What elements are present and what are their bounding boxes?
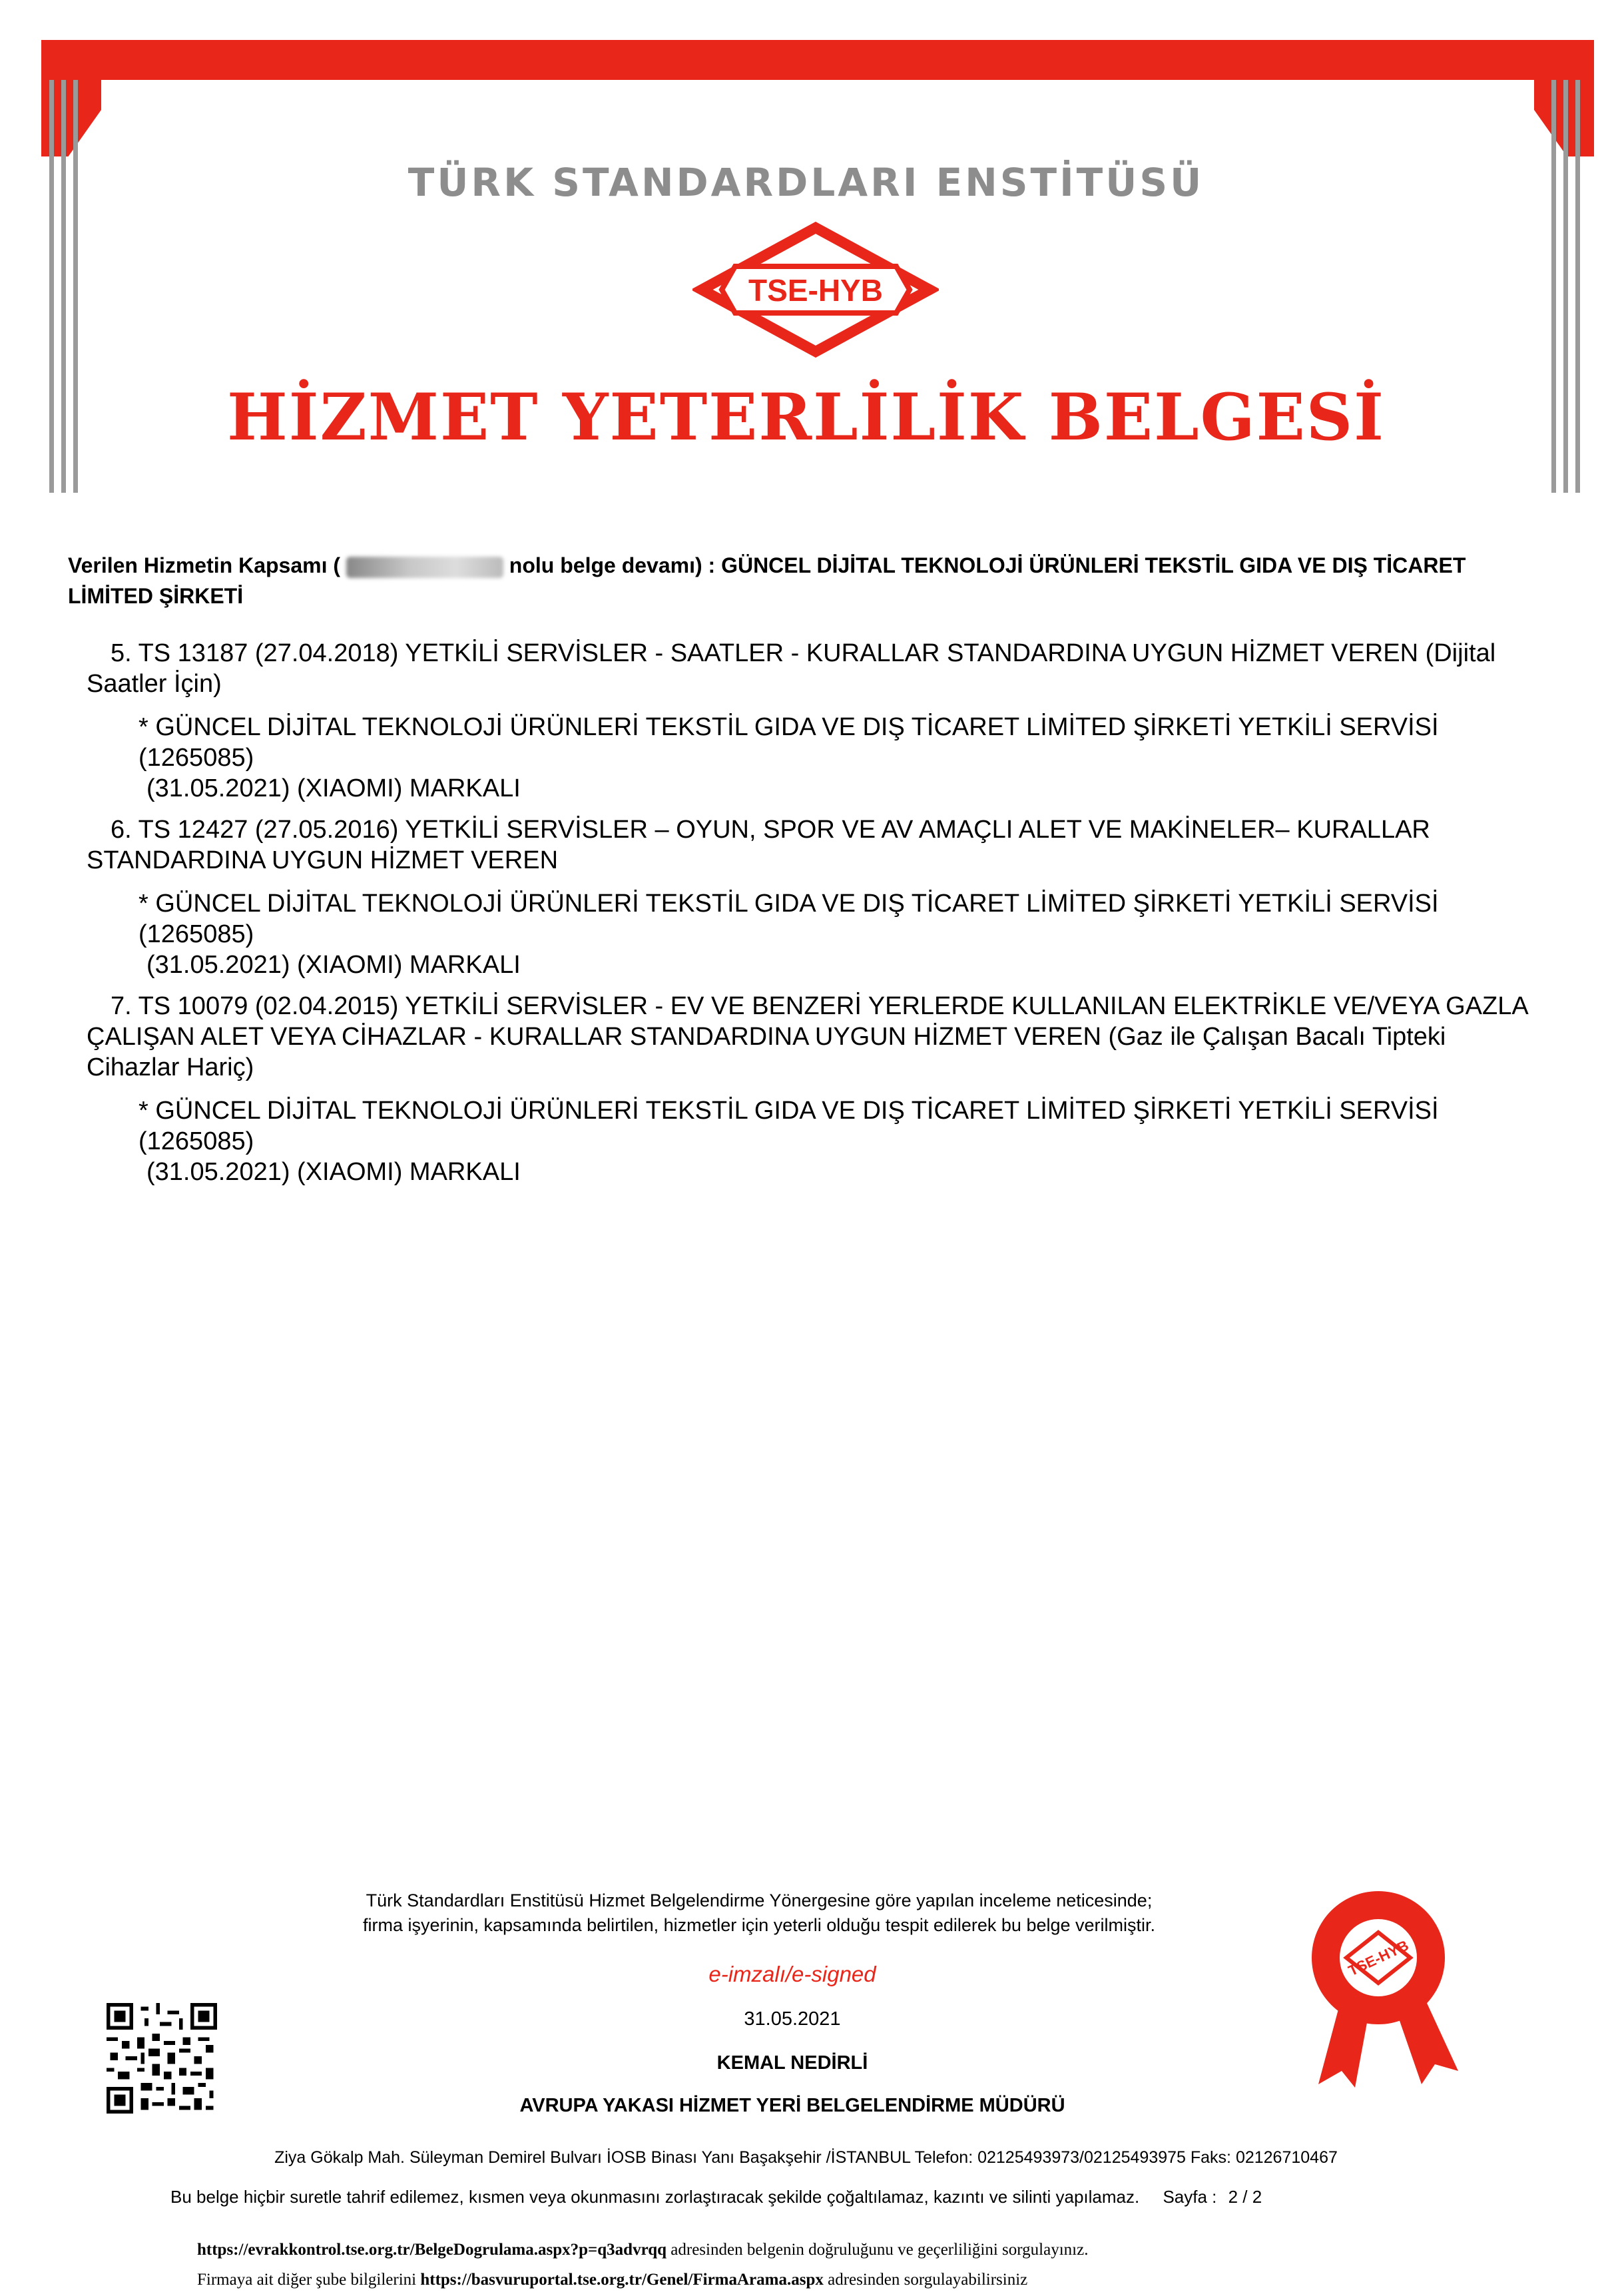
logo-text: TSE-HYB: [748, 273, 883, 308]
issuance-statement: [220, 1888, 1298, 1938]
scope-item-7-brand: (31.05.2021) (XIAOMI) MARKALI: [146, 1158, 521, 1186]
scope-item-7-service: * GÜNCEL DİJİTAL TEKNOLOJİ ÜRÜNLERİ TEKSTİL GIDA VE DIŞ TİCARET LİMİTED ŞİRKETİ YETKİLİ SERVİSİ (1265085): [138, 1097, 1439, 1155]
branch-search-link[interactable]: https://basvuruportal.tse.org.tr/Genel/FirmaArama.aspx: [420, 2271, 824, 2289]
verification-text: adresinden belgenin doğruluğunu ve geçerliliğini sorgulayınız.: [667, 2241, 1089, 2259]
scope-heading: [68, 550, 1553, 611]
verification-link[interactable]: https://evrakkontrol.tse.org.tr/BelgeDogrulama.aspx?p=q3advrqq: [197, 2241, 667, 2259]
scope-item-5: 5. TS 13187 (27.04.2018) YETKİLİ SERVİSLER - SAATLER - KURALLAR STANDARDINA UYGUN HİZMET VEREN (Dijital Saatler İçin): [87, 639, 1496, 698]
redacted-certificate-number: [346, 557, 503, 578]
statement-line-2: firma işyerinin, kapsamında belirtilen, hizmetler için yeterli olduğu tespit edilerek bu belge verilmiştir.: [362, 1915, 1156, 1935]
page-label: Sayfa :: [1163, 2187, 1217, 2207]
scope-prefix: Verilen Hizmetin Kapsamı (: [68, 553, 346, 577]
branch-prefix: Firmaya ait diğer şube bilgilerini: [197, 2271, 421, 2289]
scope-item-5-brand: (31.05.2021) (XIAOMI) MARKALI: [146, 774, 521, 802]
verification-line: [197, 2241, 1462, 2259]
certificate-title: HİZMET YETERLİLİK BELGESİ: [227, 380, 1385, 455]
scope-item-6: 6. TS 12427 (27.05.2016) YETKİLİ SERVİSLER – OYUN, SPOR VE AV AMAÇLI ALET VE MAKİNELER– KURALLAR STANDARDINA UYGUN HİZMET VEREN: [87, 816, 1430, 874]
statement-line-1: Türk Standardları Enstitüsü Hizmet Belgelendirme Yönergesine göre yapılan inceleme neticesinde;: [366, 1890, 1153, 1910]
tse-hyb-logo: [692, 220, 939, 360]
institute-address: Ziya Gökalp Mah. Süleyman Demirel Bulvarı İOSB Binası Yanı Başakşehir /İSTANBUL Telefon: 02125493973/02125493975 Faks: 02126710467: [274, 2148, 1338, 2167]
branch-info-line: [197, 2271, 1462, 2289]
branch-text: adresinden sorgulayabilirsiniz: [823, 2271, 1028, 2289]
qr-code: [107, 2003, 217, 2114]
scope-item-6-service: * GÜNCEL DİJİTAL TEKNOLOJİ ÜRÜNLERİ TEKSTİL GIDA VE DIŞ TİCARET LİMİTED ŞİRKETİ YETKİLİ SERVİSİ (1265085): [138, 890, 1439, 948]
signatory-name: KEMAL NEDİRLİ: [716, 2052, 868, 2074]
page-number: 2 / 2: [1228, 2187, 1262, 2207]
tamper-warning: Bu belge hiçbir suretle tahrif edilemez, kısmen veya okunmasını zorlaştıracak şekilde çoğaltılamaz, kazıntı ve silinti yapılamaz.: [170, 2187, 1140, 2207]
scope-item-5-service: * GÜNCEL DİJİTAL TEKNOLOJİ ÜRÜNLERİ TEKSTİL GIDA VE DIŞ TİCARET LİMİTED ŞİRKETİ YETKİLİ SERVİSİ (1265085): [138, 713, 1439, 772]
signatory-title: AVRUPA YAKASI HİZMET YERİ BELGELENDİRME MÜDÜRÜ: [519, 2095, 1065, 2116]
tse-rosette-seal: [1292, 1884, 1465, 2091]
scope-item-6-brand: (31.05.2021) (XIAOMI) MARKALI: [146, 951, 521, 979]
scope-item-7: 7. TS 10079 (02.04.2015) YETKİLİ SERVİSLER - EV VE BENZERİ YERLERDE KULLANILAN ELEKTRİKLE VE/VEYA GAZLA ÇALIŞAN ALET VEYA CİHAZLAR - KURALLAR STANDARDINA UYGUN HİZMET VEREN (Gaz ile Çalışan Bacalı Tipteki Cihazlar Hariç): [87, 992, 1527, 1081]
scope-suffix: nolu belge devamı) : GÜNCEL DİJİTAL TEKNOLOJİ ÜRÜNLERİ TEKSTİL GIDA VE DIŞ TİCARET LİMİTED ŞİRKETİ: [68, 553, 1466, 608]
tamper-warning-row: [170, 2187, 1436, 2207]
header-curtain: [41, 40, 1594, 80]
e-signed-label: e-imzalı/e-signed: [708, 1962, 876, 1986]
institute-name: TÜRK STANDARDLARI ENSTİTÜSÜ: [407, 160, 1205, 205]
signature-date: 31.05.2021: [744, 2008, 841, 2030]
seal-text: TSE-HYB: [1346, 1936, 1412, 1980]
